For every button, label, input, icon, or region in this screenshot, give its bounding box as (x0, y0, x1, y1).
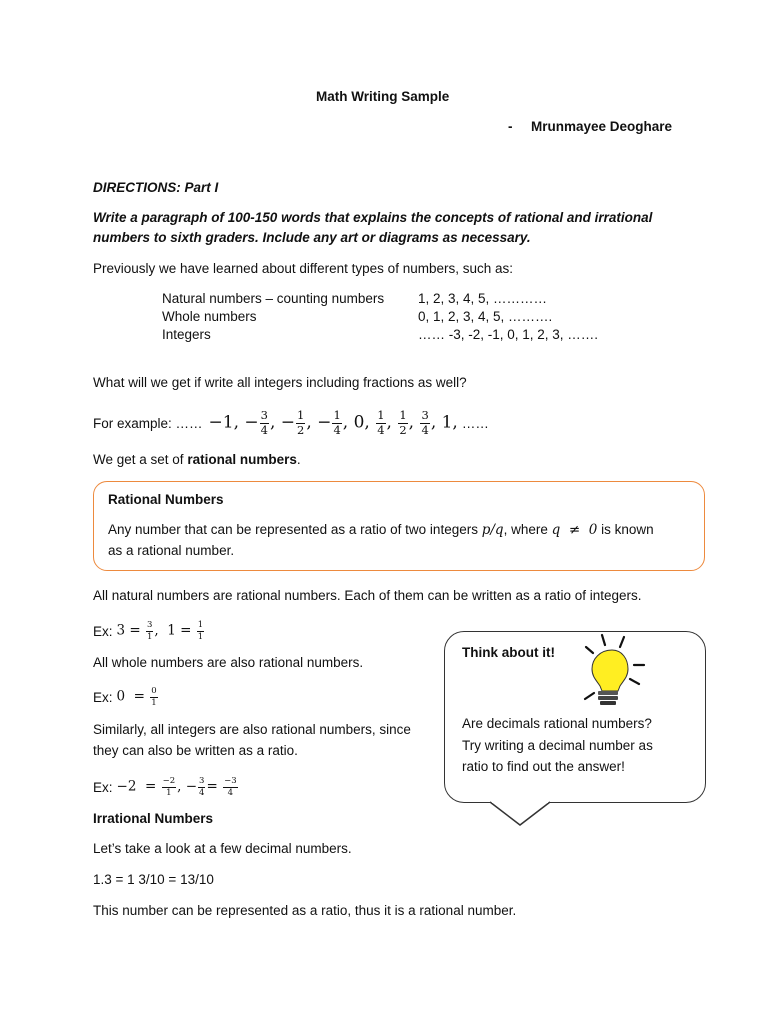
directions-line-1: Write a paragraph of 100-150 words that explains the concepts of rational and irrational (93, 210, 653, 225)
example-suffix: …… (461, 415, 489, 431)
integers-text-line-2: they can also be written as a ratio. (93, 743, 298, 758)
irrational-line-1: Let’s take a look at a few decimal numbers. (93, 841, 352, 856)
integers-text-line-1: Similarly, all integers are also rational numbers, since (93, 722, 411, 737)
author-dash: - (508, 119, 513, 134)
rational-box-line-1: Any number that can be represented as a ratio of two integers p/q, where q ≠ 0 is known (108, 522, 654, 538)
rational-box-heading: Rational Numbers (108, 492, 224, 507)
irrational-line-3: This number can be represented as a ratio, thus it is a rational number. (93, 903, 517, 918)
author-name: Mrunmayee Deoghare (531, 119, 673, 134)
document-title: Math Writing Sample (316, 89, 450, 104)
number-type-name: Whole numbers (162, 309, 257, 324)
result-text: We get a set of rational numbers. (93, 452, 301, 467)
example-math: −1, − $\frac{3}{4}$ , − $\frac{1}{2}$ , − $\frac{1}{4}$ , 0, $\frac{1}{4}$ , $\frac{1}{2}$ , $\frac{3}{4}$ , 1, (208, 408, 458, 437)
number-type-values: 0, 1, 2, 3, 4, 5, ………. (418, 309, 553, 324)
bubble-tail (488, 801, 552, 827)
example-1: Ex: 3 = $\frac{3}{1}$ , 1 = $\frac{1}{1}$ (93, 620, 204, 642)
number-type-name: Integers (162, 327, 211, 342)
irrational-heading: Irrational Numbers (93, 811, 214, 826)
think-line-2: Try writing a decimal number as (462, 738, 653, 753)
example-2: Ex: 0 = $\frac{0}{1}$ (93, 686, 157, 708)
think-line-3: ratio to find out the answer! (462, 759, 625, 774)
lightbulb-icon (578, 633, 648, 711)
example-3: Ex: −2 = $\frac{-2}{1}$ , − $\frac{3}{4}$ = $\frac{-3}{4}$ (93, 776, 237, 798)
irrational-line-2: 1.3 = 1 3/10 = 13/10 (93, 872, 214, 887)
number-type-name: Natural numbers – counting numbers (162, 291, 385, 306)
intro-text: Previously we have learned about different types of numbers, such as: (93, 261, 513, 276)
think-heading: Think about it! (462, 645, 555, 660)
directions-heading: DIRECTIONS: Part I (93, 180, 219, 195)
whole-numbers-text: All whole numbers are also rational numbers. (93, 655, 364, 670)
number-type-values: …… -3, -2, -1, 0, 1, 2, 3, ……. (418, 327, 599, 342)
natural-numbers-text: All natural numbers are rational numbers. Each of them can be written as a ratio of integers. (93, 588, 642, 603)
think-line-1: Are decimals rational numbers? (462, 716, 652, 731)
directions-line-2: numbers to sixth graders. Include any art or diagrams as necessary. (93, 230, 531, 245)
example-line (93, 403, 489, 443)
number-type-values: 1, 2, 3, 4, 5, ………… (418, 291, 548, 306)
question-text: What will we get if write all integers including fractions as well? (93, 375, 467, 390)
example-prefix: For example: …… (93, 415, 203, 431)
rational-box-line-2: as a rational number. (108, 543, 235, 558)
